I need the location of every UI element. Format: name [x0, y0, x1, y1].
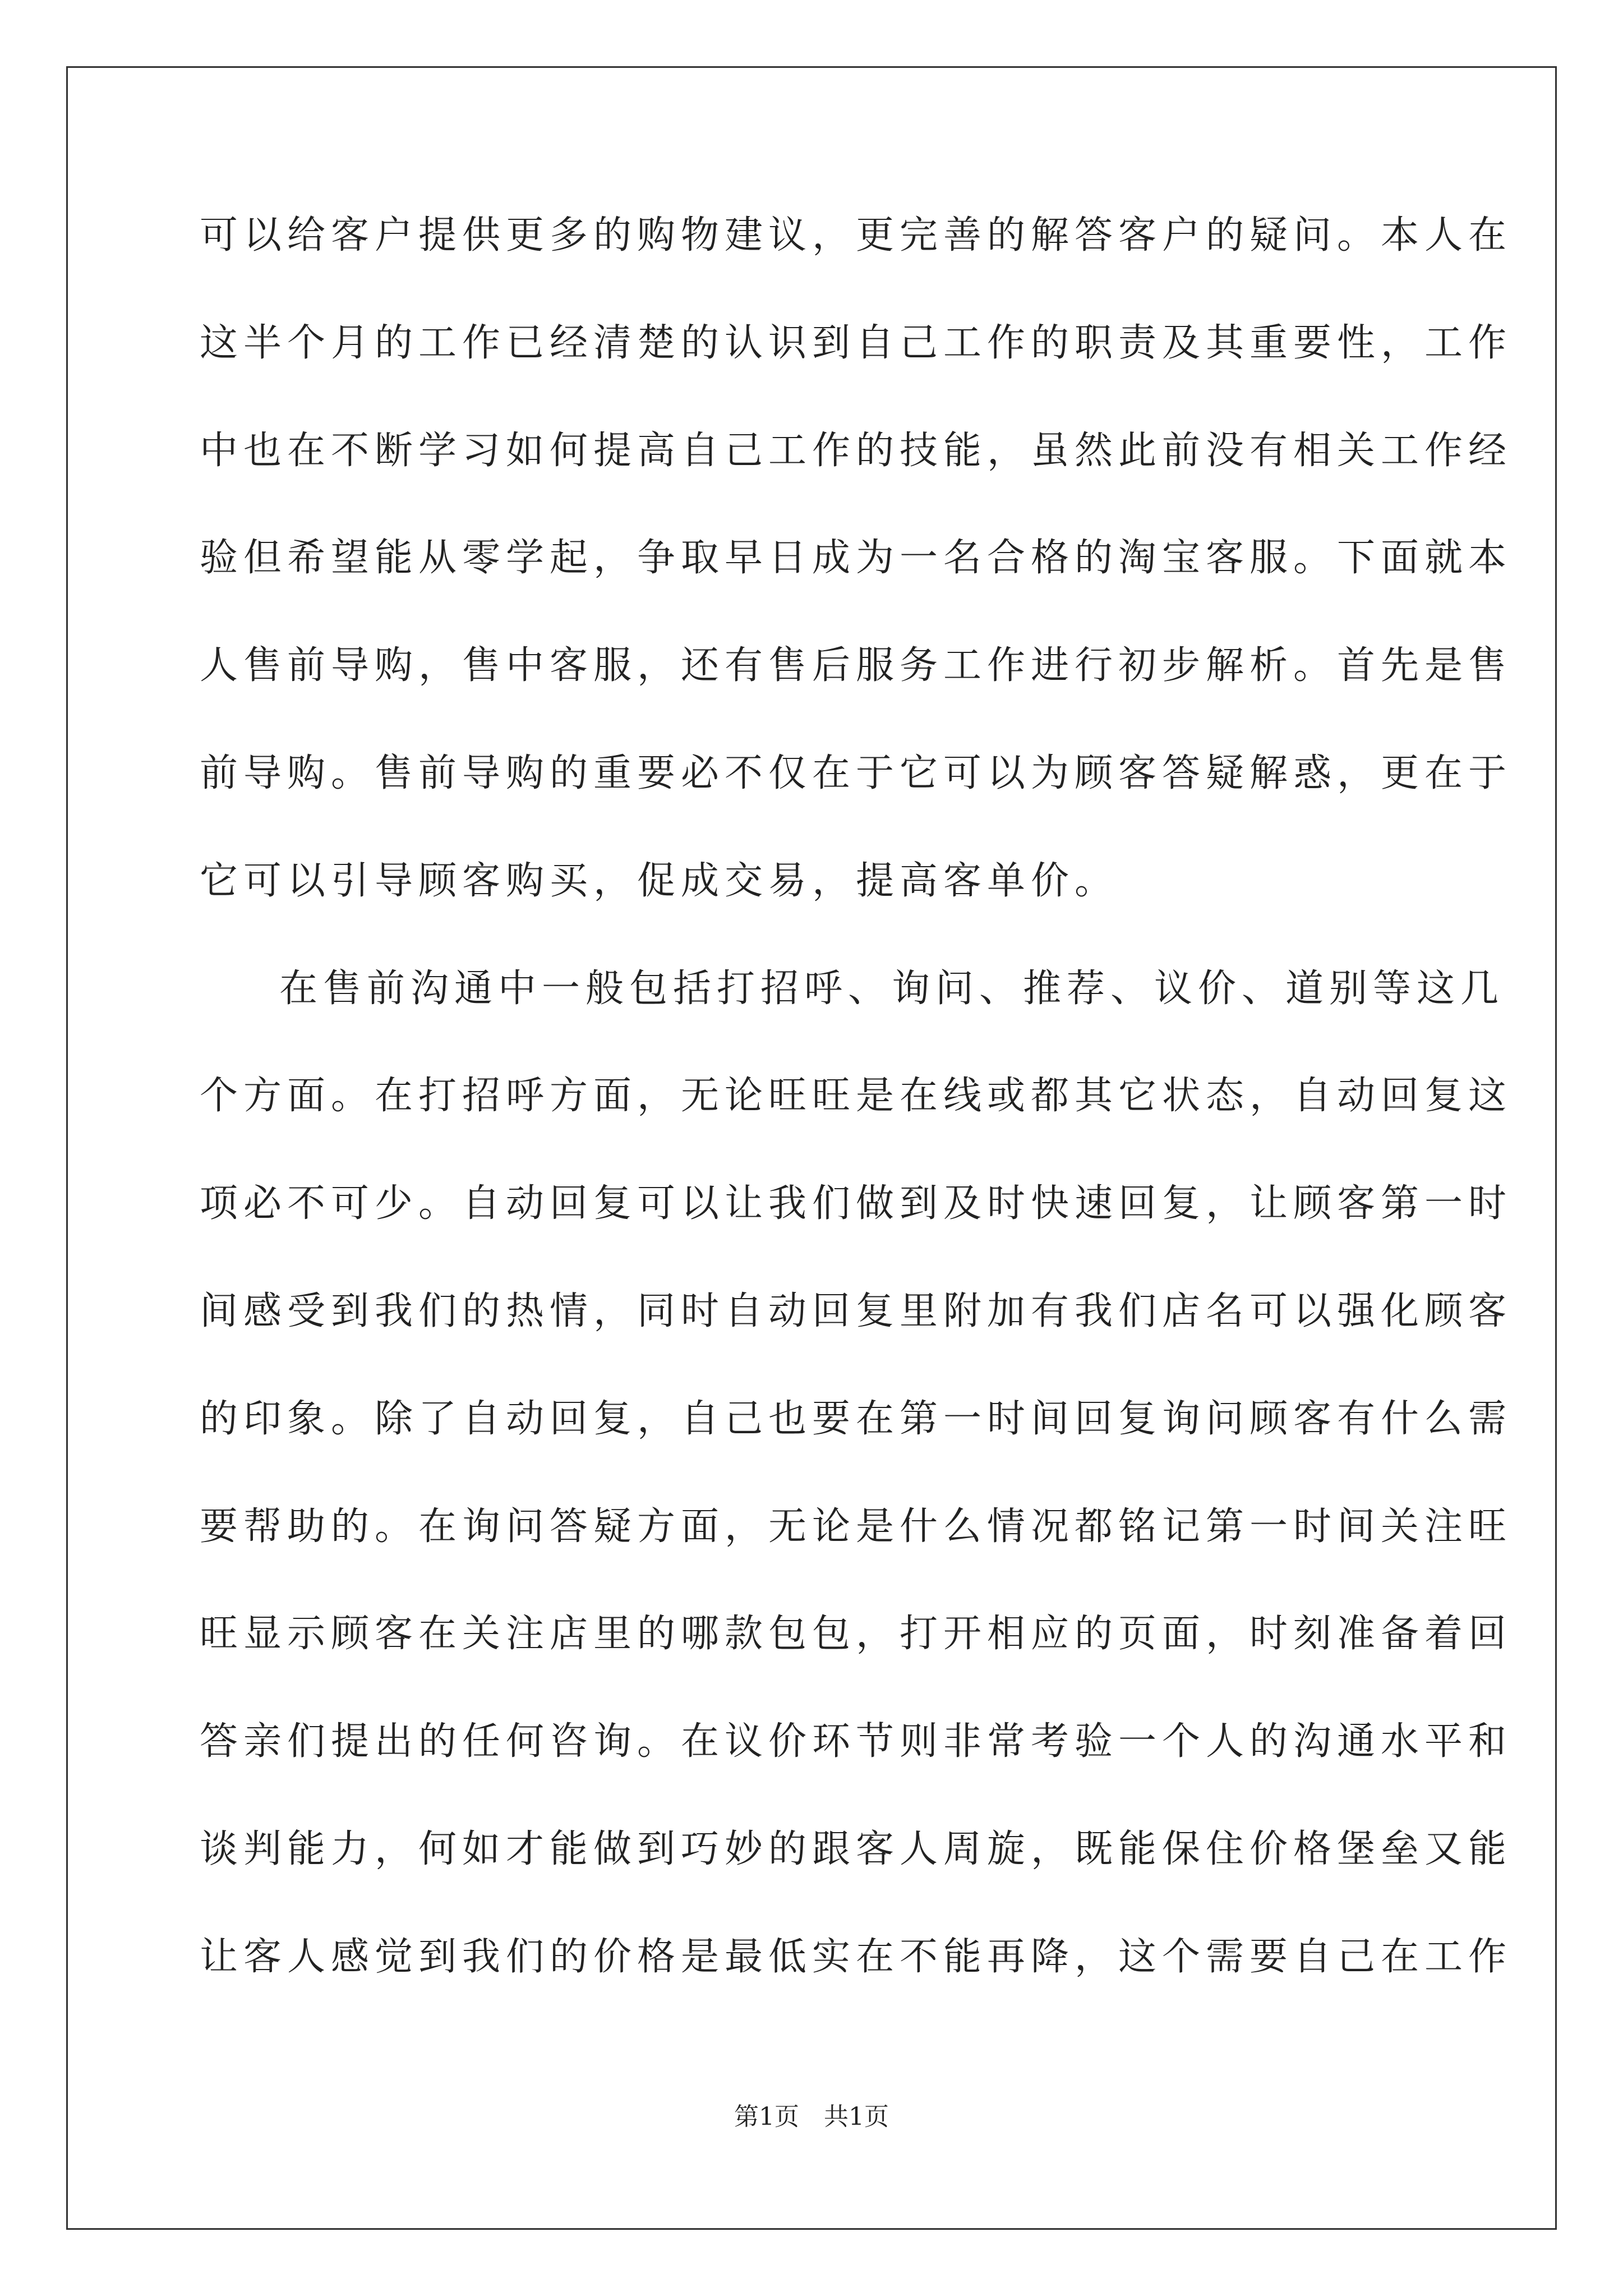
document-body	[200, 213, 1513, 2046]
text-line: 它可以引导顾客购买，促成交易，提高客单价。	[200, 858, 1119, 903]
text-line: 的印象。除了自动回复，自己也要在第一时间回复询问顾客有什么需	[200, 1396, 1513, 1441]
text-line: 项必不可少。自动回复可以让我们做到及时快速回复，让顾客第一时	[200, 1181, 1513, 1226]
text-line: 这半个月的工作已经清楚的认识到自己工作的职责及其重要性，工作	[200, 320, 1513, 365]
text-line: 答亲们提出的任何咨询。在议价环节则非常考验一个人的沟通水平和	[200, 1719, 1513, 1764]
text-line: 旺显示顾客在关注店里的哪款包包，打开相应的页面，时刻准备着回	[200, 1612, 1513, 1657]
paragraph-first-line: 在售前沟通中一般包括打招呼、询问、推荐、议价、道别等这几	[279, 966, 1505, 1011]
text-line: 可以给客户提供更多的购物建议，更完善的解答客户的疑问。本人在	[200, 213, 1513, 257]
text-line: 人售前导购，售中客服，还有售后服务工作进行初步解析。首先是售	[200, 643, 1513, 688]
text-line: 中也在不断学习如何提高自己工作的技能，虽然此前没有相关工作经	[200, 428, 1513, 473]
text-line: 个方面。在打招呼方面，无论旺旺是在线或都其它状态，自动回复这	[200, 1074, 1513, 1119]
text-line: 间感受到我们的热情，同时自动回复里附加有我们店名可以强化顾客	[200, 1289, 1513, 1333]
text-line: 要帮助的。在询问答疑方面，无论是什么情况都铭记第一时间关注旺	[200, 1504, 1513, 1549]
text-line: 让客人感觉到我们的价格是最低实在不能再降，这个需要自己在工作	[200, 1934, 1513, 1979]
text-line: 谈判能力，何如才能做到巧妙的跟客人周旋，既能保住价格堡垒又能	[200, 1826, 1513, 1871]
text-line: 前导购。售前导购的重要必不仅在于它可以为顾客答疑解惑，更在于	[200, 751, 1513, 795]
text-line: 验但希望能从零学起，争取早日成为一名合格的淘宝客服。下面就本	[200, 536, 1513, 581]
page-footer: 第1页 共1页	[734, 2102, 889, 2131]
